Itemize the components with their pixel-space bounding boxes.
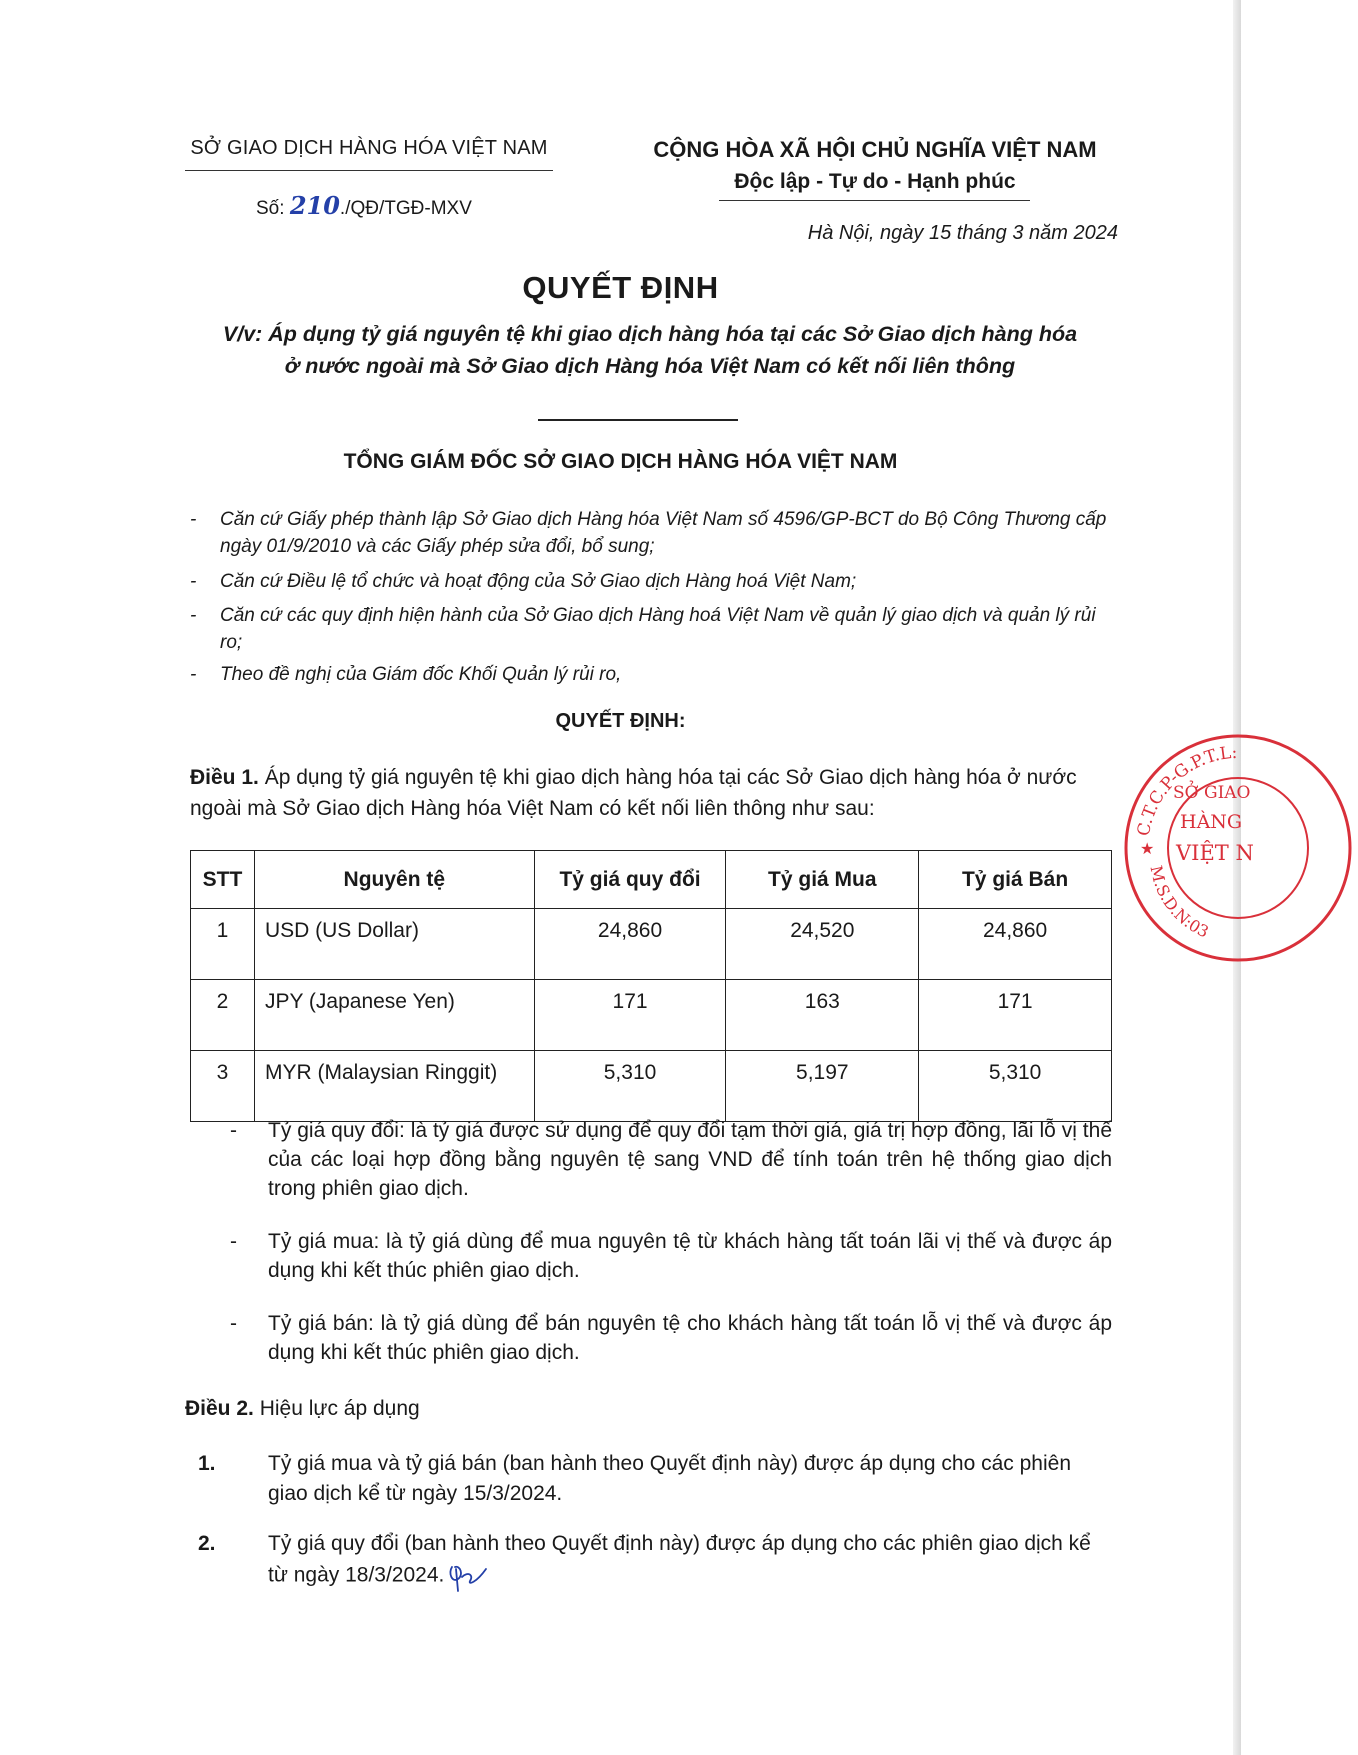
stamp-line-1: SỞ GIAO: [1173, 783, 1251, 803]
legal-basis-item: [190, 506, 1110, 562]
legal-basis-item: [190, 568, 1110, 596]
decision-heading: QUYẾT ĐỊNH:: [555, 710, 686, 732]
table-header-row: [191, 851, 1112, 909]
article-1-text: Áp dụng tỷ giá nguyên tệ khi giao dịch hàng hóa tại các Sở Giao dịch hàng hóa ở nước ngoài mà Sở Giao dịch Hàng hóa Việt Nam có kết nối liên thông như sau:: [190, 766, 1077, 820]
col-header-currency: Nguyên tệ: [254, 851, 534, 909]
company-seal-stamp: [1118, 728, 1358, 968]
cell-sell-rate: 24,860: [919, 909, 1112, 980]
cell-stt: 1: [191, 909, 255, 980]
rate-definition-item: [230, 1309, 1112, 1367]
clause-text: Tỷ giá mua và tỷ giá bán (ban hành theo Quyết định này) được áp dụng cho các phiên giao dịch kể từ ngày 15/3/2024.: [268, 1452, 1072, 1505]
cell-buy-rate: 163: [726, 980, 919, 1051]
exchange-rate-table: [190, 850, 1112, 1122]
stamp-line-3: VIỆT N: [1176, 841, 1254, 865]
legal-basis-text: Căn cứ Giấy phép thành lập Sở Giao dịch Hàng hóa Việt Nam số 4596/GP-BCT do Bộ Công Thương cấp ngày 01/9/2010 và các Giấy phép sửa đổi, bổ sung;: [220, 509, 1107, 557]
legal-basis-item: [190, 602, 1110, 658]
legal-basis-item: [190, 661, 1110, 689]
national-title: CỘNG HÒA XÃ HỘI CHỦ NGHĨA VIỆT NAM: [653, 137, 1097, 162]
rate-definition-item: [230, 1116, 1112, 1204]
bullet-dash: -: [190, 509, 197, 530]
document-subject: [180, 318, 1120, 382]
article-2-title: Hiệu lực áp dụng: [259, 1397, 420, 1420]
legal-basis-text: Theo đề nghị của Giám đốc Khối Quản lý rủi ro,: [220, 664, 622, 685]
cell-conversion-rate: 171: [534, 980, 726, 1051]
col-header-stt: STT: [191, 851, 255, 909]
cell-stt: 3: [191, 1051, 255, 1122]
legal-basis-text: Căn cứ các quy định hiện hành của Sở Giao dịch Hàng hoá Việt Nam về quản lý giao dịch và quản lý rủi ro;: [220, 605, 1096, 653]
clause-text: [268, 1529, 1113, 1593]
subject-line-2: ở nước ngoài mà Sở Giao dịch Hàng hóa Việt Nam có kết nối liên thông: [284, 354, 1016, 378]
doc-no-handwritten: 210: [289, 191, 340, 220]
stamp-star-icon: ★: [1140, 839, 1155, 858]
clause-number: 1.: [198, 1452, 216, 1475]
stamp-line-2: HÀNG: [1180, 811, 1243, 833]
issuing-authority: TỔNG GIÁM ĐỐC SỞ GIAO DỊCH HÀNG HÓA VIỆT NAM: [343, 450, 898, 473]
doc-no-prefix: Số:: [256, 198, 285, 219]
bullet-dash: -: [230, 1312, 237, 1335]
document-title: QUYẾT ĐỊNH: [522, 270, 719, 305]
cell-conversion-rate: 5,310: [534, 1051, 726, 1122]
rate-definition-text: Tỷ giá bán: là tỷ giá dùng để bán nguyên tệ cho khách hàng tất toán lỗ vị thế và được áp dụng khi kết thúc phiên giao dịch.: [268, 1312, 1112, 1364]
rate-definition-item: [230, 1227, 1112, 1285]
org-underline: [185, 170, 553, 171]
table-row: [191, 980, 1112, 1051]
cell-currency: MYR (Malaysian Ringgit): [254, 1051, 534, 1122]
cell-conversion-rate: 24,860: [534, 909, 726, 980]
cell-stt: 2: [191, 980, 255, 1051]
cell-currency: JPY (Japanese Yen): [254, 980, 534, 1051]
title-divider: [538, 419, 738, 421]
effective-clause: [198, 1529, 1113, 1589]
handwritten-initial-icon: [446, 1559, 492, 1593]
bullet-dash: -: [190, 571, 197, 592]
subject-line-1: V/v: Áp dụng tỷ giá nguyên tệ khi giao dịch hàng hóa tại các Sở Giao dịch hàng hóa: [222, 322, 1078, 346]
rate-definition-text: Tỷ giá mua: là tỷ giá dùng để mua nguyên tệ từ khách hàng tất toán lãi vị thế và được áp dụng khi kết thúc phiên giao dịch.: [268, 1230, 1112, 1282]
article-1: [190, 762, 1120, 824]
table-row: [191, 909, 1112, 980]
stamp-bottom-arc-text: M.S.D.N:03: [1146, 863, 1212, 942]
article-1-label: Điều 1.: [190, 766, 259, 789]
clause-text-content: Tỷ giá quy đổi (ban hành theo Quyết định này) được áp dụng cho các phiên giao dịch kể từ ngày 18/3/2024.: [268, 1532, 1091, 1587]
table-row: [191, 1051, 1112, 1122]
bullet-dash: -: [230, 1119, 237, 1142]
issue-date: Hà Nội, ngày 15 tháng 3 năm 2024: [807, 222, 1118, 244]
col-header-conversion-rate: Tỷ giá quy đổi: [534, 851, 726, 909]
national-motto: Độc lập - Tự do - Hạnh phúc: [734, 170, 1016, 193]
doc-no-suffix: ./QĐ/TGĐ-MXV: [339, 198, 472, 219]
document-number: [256, 191, 472, 220]
legal-basis-text: Căn cứ Điều lệ tổ chức và hoạt động của Sở Giao dịch Hàng hoá Việt Nam;: [220, 571, 857, 592]
motto-underline: [719, 200, 1030, 201]
rate-definition-text: Tỷ giá quy đổi: là tỷ giá được sử dụng để quy đổi tạm thời giá, giá trị hợp đồng, lãi lỗ vị thế của các loại hợp đồng bằng nguyên tệ sang VND để tính toán trên hệ thống giao dịch trong phiên giao dịch.: [268, 1119, 1112, 1200]
cell-sell-rate: 171: [919, 980, 1112, 1051]
issuing-organization: SỞ GIAO DỊCH HÀNG HÓA VIỆT NAM: [190, 137, 548, 159]
col-header-buy-rate: Tỷ giá Mua: [726, 851, 919, 909]
cell-currency: USD (US Dollar): [254, 909, 534, 980]
clause-number: 2.: [198, 1532, 216, 1555]
cell-buy-rate: 24,520: [726, 909, 919, 980]
bullet-dash: -: [230, 1230, 237, 1253]
article-2-label: Điều 2.: [185, 1397, 254, 1420]
col-header-sell-rate: Tỷ giá Bán: [919, 851, 1112, 909]
cell-sell-rate: 5,310: [919, 1051, 1112, 1122]
article-2-heading: [185, 1397, 420, 1421]
bullet-dash: -: [190, 605, 197, 626]
bullet-dash: -: [190, 664, 197, 685]
stamp-top-arc-text: C.T.C.P-G.P.T.L:: [1133, 742, 1238, 838]
cell-buy-rate: 5,197: [726, 1051, 919, 1122]
effective-clause: [198, 1449, 1113, 1509]
